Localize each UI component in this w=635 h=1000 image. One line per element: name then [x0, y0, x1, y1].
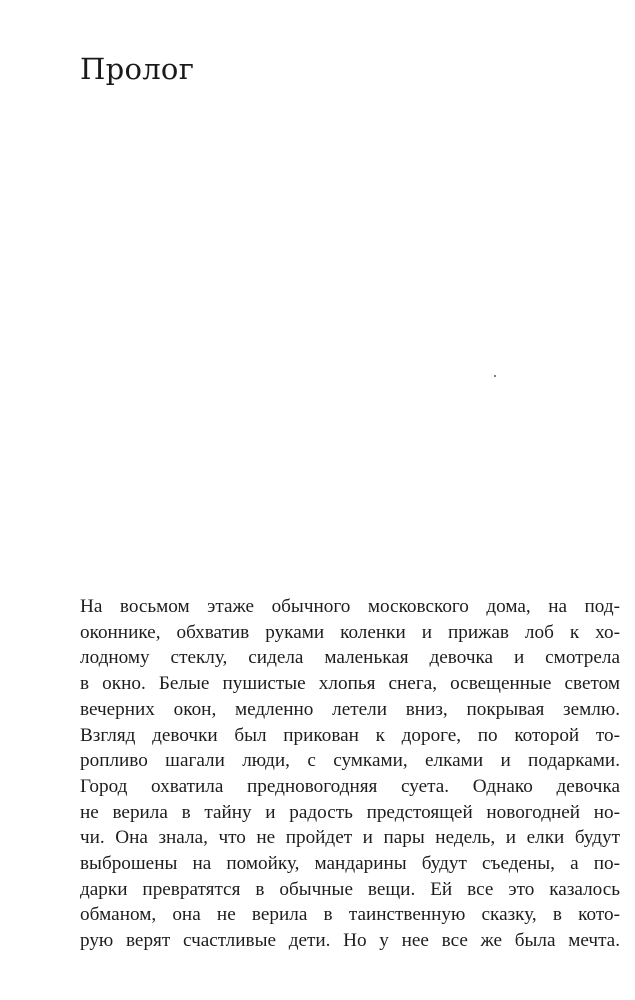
text-line: ропливо шагали люди, с сумками, елками и подарками.	[80, 750, 620, 772]
body-paragraph	[80, 594, 620, 954]
text-line: чи. Она знала, что не пройдет и пары недель, и елки будут	[80, 827, 620, 849]
text-line: выброшены на помойку, мандарины будут съедены, а по-	[80, 853, 620, 875]
text-line: Город охватила предновогодняя суета. Однако девочка	[80, 775, 620, 797]
text-line: дарки превратятся в обычные вещи. Ей все это казалось	[80, 878, 620, 900]
text-line: оконнике, обхватив руками коленки и прижав лоб к хо-	[80, 621, 620, 643]
paper-speck	[494, 375, 496, 377]
text-line: обманом, она не верила в таинственную сказку, в кото-	[80, 904, 620, 926]
text-line: На восьмом этаже обычного московского дома, на под-	[80, 596, 620, 617]
text-line: вечерних окон, медленно летели вниз, покрывая землю.	[80, 698, 620, 720]
text-line: не верила в тайну и радость предстоящей новогодней но-	[80, 801, 620, 823]
text-line: лодному стеклу, сидела маленькая девочка и смотрела	[80, 647, 620, 669]
chapter-title: Пролог	[80, 52, 195, 86]
text-line: в окно. Белые пушистые хлопья снега, освещенные светом	[80, 673, 620, 695]
text-line: Взгляд девочки был прикован к дороге, по которой то-	[80, 724, 620, 746]
text-line: рую верят счастливые дети. Но у нее все же была мечта.	[80, 930, 620, 952]
